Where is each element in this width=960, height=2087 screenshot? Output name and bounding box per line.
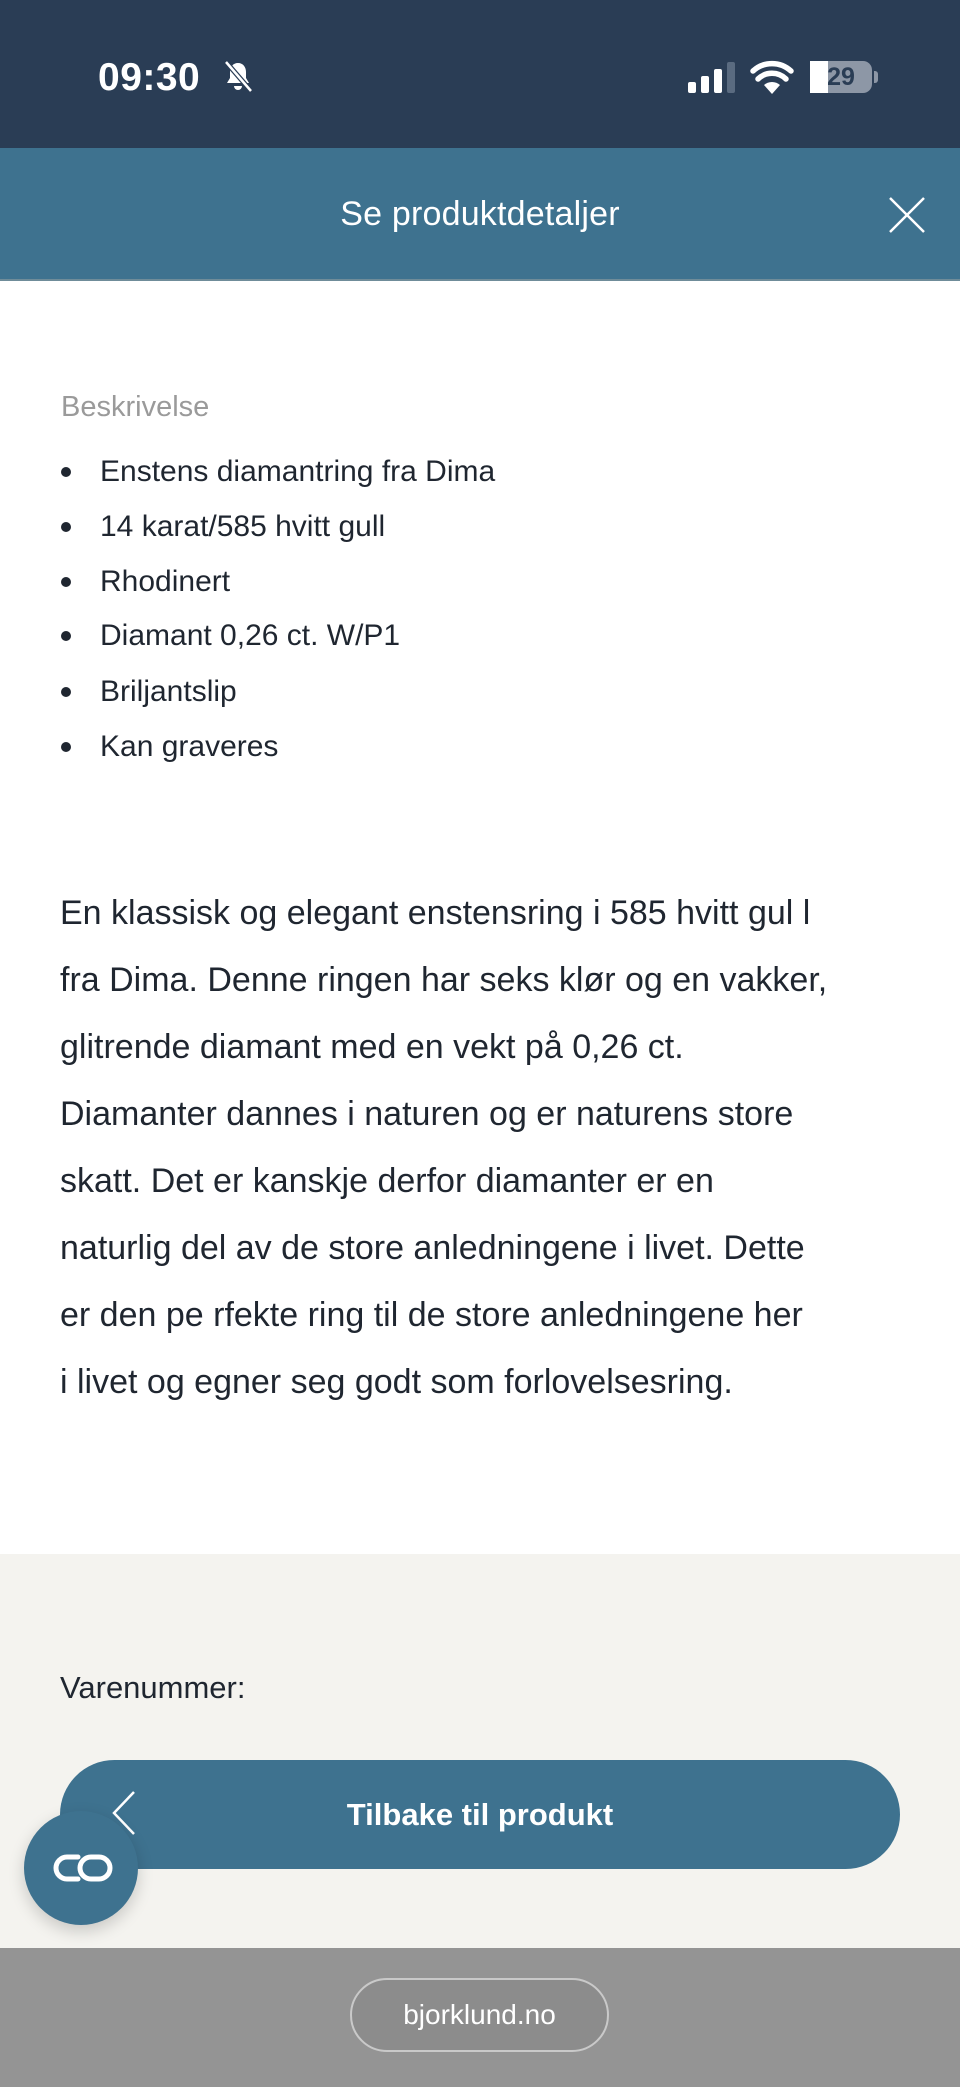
url-bar[interactable] <box>350 1978 609 2052</box>
chat-icon <box>52 1853 114 1883</box>
bullet-dot <box>61 631 71 641</box>
battery-indicator <box>810 61 872 93</box>
feature-text: Enstens diamantring fra Dima <box>100 455 496 488</box>
paragraph-line: En klassisk og elegant enstensring i 585 hvitt gul l <box>60 894 811 932</box>
status-bar <box>0 0 960 148</box>
bullet-dot <box>61 467 71 477</box>
close-button[interactable] <box>880 188 934 242</box>
product-details-content <box>0 283 960 1554</box>
paragraph-line: Diamanter dannes i naturen og er naturens store <box>60 1095 794 1133</box>
cellular-signal-icon <box>688 62 735 93</box>
modal-header <box>0 148 960 281</box>
paragraph-line: glitrende diamant med en vekt på 0,26 ct. <box>60 1028 684 1066</box>
paragraph-line: naturlig del av de store anledningene i livet. Dette <box>60 1229 805 1267</box>
bell-slash-icon <box>222 60 254 94</box>
url-text: bjorklund.no <box>403 1999 556 2030</box>
feature-text: Diamant 0,26 ct. W/P1 <box>100 619 401 652</box>
bullet-dot <box>61 522 71 532</box>
paragraph-line: er den pe rfekte ring til de store anledningene her <box>60 1296 803 1334</box>
sku-label: Varenummer: <box>60 1670 246 1705</box>
browser-bottom-bar <box>0 1948 960 2087</box>
feature-text: 14 karat/585 hvitt gull <box>100 510 386 543</box>
paragraph-line: i livet og egner seg godt som forlovelsesring. <box>60 1363 733 1401</box>
status-time: 09:30 <box>98 56 201 99</box>
feature-text: Kan graveres <box>100 730 279 763</box>
back-to-product-label: Tilbake til produkt <box>346 1797 614 1832</box>
bullet-dot <box>61 687 71 697</box>
description-label: Beskrivelse <box>61 391 210 423</box>
paragraph-line: skatt. Det er kanskje derfor diamanter er en <box>60 1162 714 1200</box>
product-info-panel <box>0 1554 960 1948</box>
bullet-dot <box>61 742 71 752</box>
bullet-dot <box>61 577 71 587</box>
wifi-icon <box>750 60 794 94</box>
close-icon <box>880 188 934 242</box>
battery-percent: 29 <box>827 63 855 91</box>
modal-title: Se produktdetaljer <box>340 195 620 233</box>
battery-nub <box>874 71 878 83</box>
back-to-product-button[interactable] <box>60 1760 900 1869</box>
feature-text: Briljantslip <box>100 675 237 708</box>
chat-button[interactable] <box>24 1811 138 1925</box>
sku-clip <box>60 1666 360 1705</box>
feature-text: Rhodinert <box>100 565 231 598</box>
paragraph-line: fra Dima. Denne ringen har seks klør og en vakker, <box>60 961 828 999</box>
